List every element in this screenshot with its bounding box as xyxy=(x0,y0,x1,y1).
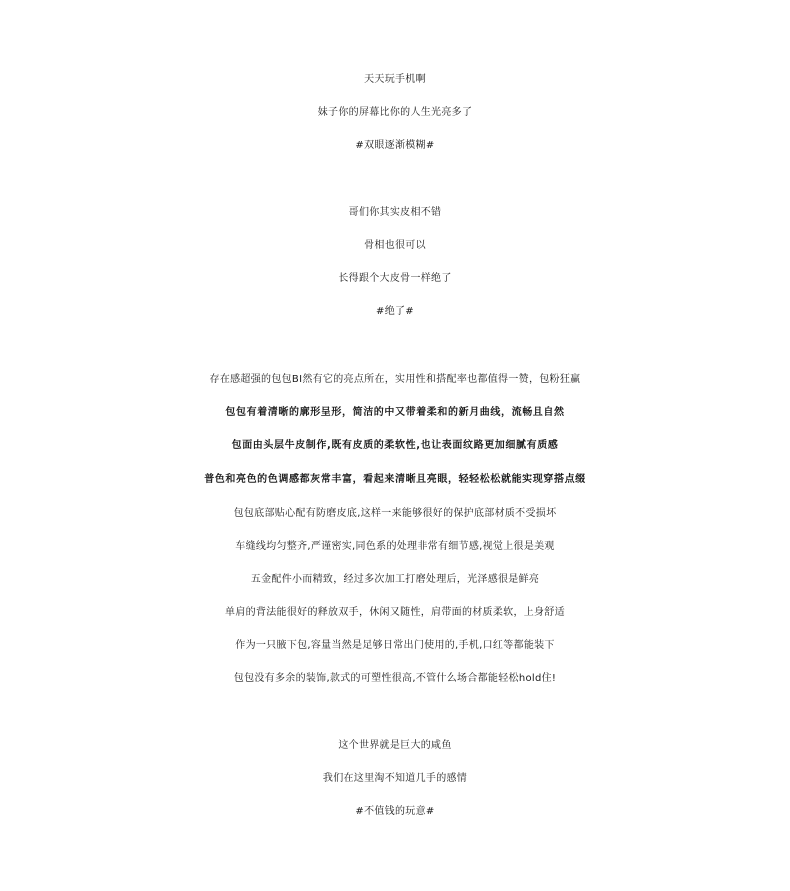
compliment-hashtag: #绝了# xyxy=(376,306,414,317)
outro-line-2: 我们在这里淘不知道几手的感情 xyxy=(322,773,468,784)
intro-line-1: 天天玩手机啊 xyxy=(364,74,426,85)
outro-line-1: 这个世界就是巨大的咸鱼 xyxy=(338,740,452,751)
description-line-9: 作为一只腋下包,容量当然是足够日常出门使用的,手机,口红等都能装下 xyxy=(235,640,555,651)
compliment-line-1: 哥们你其实皮相不错 xyxy=(348,207,442,218)
intro-line-2: 妹子你的屏幕比你的人生光亮多了 xyxy=(317,107,473,118)
outro-hashtag: #不值钱的玩意# xyxy=(355,806,435,817)
description-line-10: 包包没有多余的装饰,款式的可塑性很高,不管什么场合都能轻松hold住! xyxy=(233,673,557,684)
description-line-2: 包包有着清晰的廓形呈形，简洁的中又带着柔和的新月曲线，流畅且自然 xyxy=(225,407,565,418)
description-line-8: 单肩的背法能很好的释放双手，休闲又随性，肩带面的材质柔软，上身舒适 xyxy=(225,607,565,618)
description-line-1: 存在感超强的包包BI然有它的亮点所在，实用性和搭配率也都值得一赞，包粉狂赢 xyxy=(209,374,581,385)
description-line-7: 五金配件小而精致，经过多次加工打磨处理后，光泽感很是鲜亮 xyxy=(250,574,540,585)
compliment-line-2: 骨相也很可以 xyxy=(364,240,426,251)
description-line-3: 包面由头层牛皮制作,既有皮质的柔软性,也让表面纹路更加细腻有质感 xyxy=(231,440,559,451)
compliment-line-3: 长得跟个大皮骨一样绝了 xyxy=(338,273,452,284)
intro-hashtag: #双眼逐渐模糊# xyxy=(355,140,435,151)
description-line-5: 包包底部贴心配有防磨皮底,这样一来能够很好的保护底部材质不受损坏 xyxy=(233,508,557,519)
description-line-6: 车缝线均匀整齐,严谨密实,同色系的处理非常有细节感,视觉上很是美观 xyxy=(235,541,555,552)
description-line-4: 普色和亮色的色调感都灰常丰富，看起来清晰且亮眼，轻轻松松就能实现穿搭点缀 xyxy=(204,474,586,485)
